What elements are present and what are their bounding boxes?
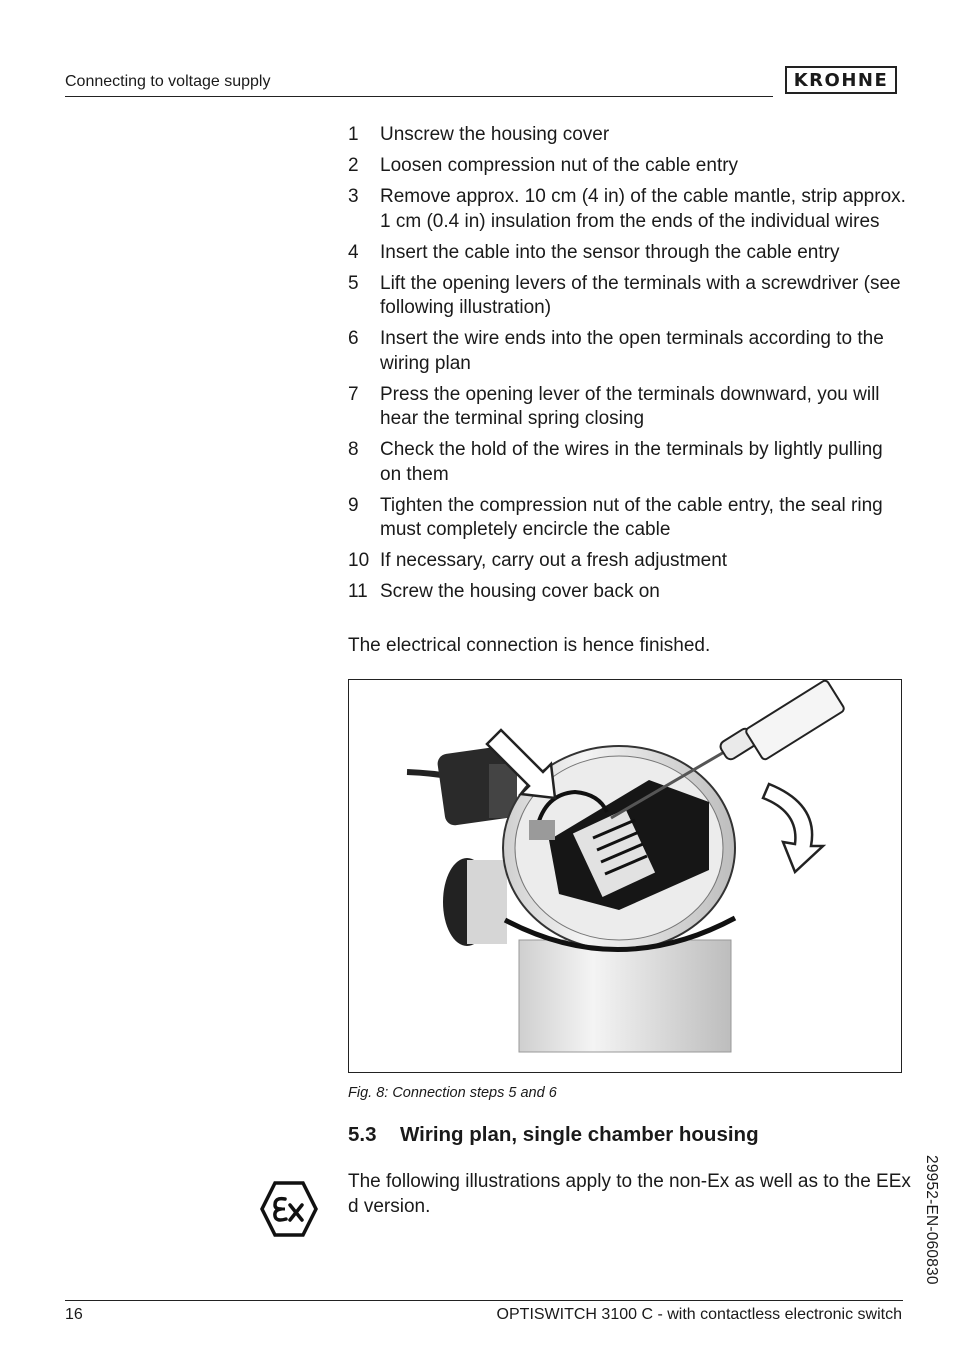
step-number: 6 <box>348 328 359 349</box>
list-item <box>348 580 908 605</box>
list-item <box>348 185 908 234</box>
list-item <box>348 272 908 321</box>
connection-steps-list <box>348 123 908 611</box>
step-text: Insert the wire ends into the open terminals according to the wiring plan <box>380 328 884 374</box>
list-item <box>348 383 908 432</box>
step-text: Screw the housing cover back on <box>380 581 660 602</box>
step-number: 4 <box>348 241 359 263</box>
list-item <box>348 241 908 266</box>
step-number: 2 <box>348 155 359 176</box>
figure-frame <box>348 679 902 1073</box>
krohne-logo: KROHNE <box>785 66 897 94</box>
section-body-text: The following illustrations apply to the non-Ex as well as to the EEx d version. <box>348 1171 911 1217</box>
step-text: Check the hold of the wires in the terminals by lightly pulling on them <box>380 439 883 485</box>
step-number: 7 <box>348 383 359 405</box>
step-text: Tighten the compression nut of the cable entry, the seal ring must completely encircle the cable <box>380 494 883 540</box>
step-text: Unscrew the housing cover <box>380 124 610 145</box>
list-item <box>348 549 908 574</box>
list-item <box>348 123 908 148</box>
step-number: 1 <box>348 124 359 145</box>
step-number: 9 <box>348 494 359 516</box>
step-text: Insert the cable into the sensor through the cable entry <box>380 241 840 263</box>
step-text: Remove approx. 10 cm (4 in) of the cable mantle, strip approx. 1 cm (0.4 in) insulation from the ends of the individual wires <box>380 186 906 232</box>
step-number: 3 <box>348 186 359 207</box>
running-header: Connecting to voltage supply <box>65 73 271 90</box>
step-number: 5 <box>348 272 359 294</box>
step-text: If necessary, carry out a fresh adjustment <box>380 550 728 571</box>
step-text: Lift the opening levers of the terminals with a screwdriver (see following illustration) <box>380 272 901 318</box>
step-number: 8 <box>348 439 359 460</box>
step-text: Loosen compression nut of the cable entry <box>380 155 739 176</box>
list-item <box>348 494 908 543</box>
ex-icon <box>260 1180 318 1238</box>
list-item <box>348 154 908 179</box>
housing-wiring-illustration <box>349 680 901 1072</box>
list-item <box>348 327 908 376</box>
footer-divider <box>65 1300 903 1301</box>
page-number: 16 <box>65 1306 83 1323</box>
list-item <box>348 438 908 487</box>
section-heading <box>348 1123 759 1147</box>
footer-document-title: OPTISWITCH 3100 C - with contactless electronic switch <box>496 1306 902 1323</box>
header-divider <box>65 96 773 97</box>
figure-caption: Fig. 8: Connection steps 5 and 6 <box>348 1085 557 1101</box>
section-title: Wiring plan, single chamber housing <box>400 1123 759 1146</box>
step-text: Press the opening lever of the terminals downward, you will hear the terminal spring closing <box>380 383 880 429</box>
document-code: 29952-EN-060830 <box>923 1155 940 1285</box>
section-number: 5.3 <box>348 1123 377 1146</box>
step-number: 10 <box>348 550 370 571</box>
step-number: 11 <box>348 581 368 602</box>
conclusion-text: The electrical connection is hence finished. <box>348 635 711 656</box>
